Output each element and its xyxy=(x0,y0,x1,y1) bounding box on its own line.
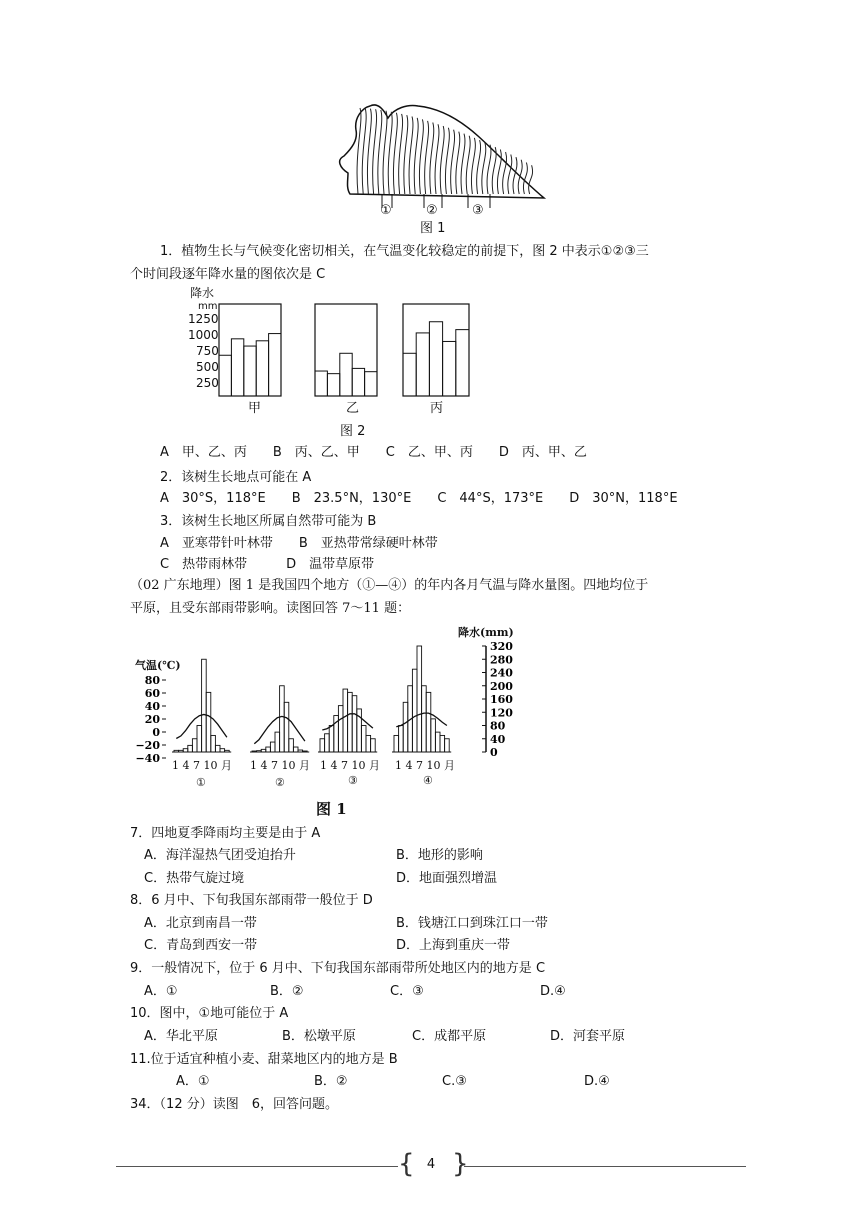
precip-bar xyxy=(431,719,436,752)
fig2-tick-500: 500 xyxy=(196,360,219,374)
fig2-label-jia: 甲 xyxy=(248,401,262,416)
fig2-bar xyxy=(219,355,231,396)
tree-ring-line xyxy=(425,121,429,194)
fig2-bar xyxy=(315,371,327,396)
tree-ring-line xyxy=(508,155,512,194)
fig2-bar xyxy=(416,333,429,396)
precip-bar xyxy=(215,745,220,752)
precip-bar xyxy=(361,726,366,753)
precip-bar xyxy=(440,735,445,752)
q7-option-b: B．地形的影响 xyxy=(396,848,483,863)
tree-ring-line xyxy=(482,142,486,194)
tree-marker-1: ① xyxy=(380,203,392,218)
precip-tick-label: 320 xyxy=(490,640,513,653)
precip-bar xyxy=(366,735,371,752)
tree-ring-line xyxy=(487,145,491,194)
tree-ring-line xyxy=(378,110,382,194)
q2-stem: 2．该树生长地点可能在 A xyxy=(160,470,312,485)
tree-marker-3: ③ xyxy=(472,203,484,218)
q11-option-d: D.④ xyxy=(584,1074,610,1089)
fig2-tick-1250: 1250 xyxy=(188,312,219,326)
q11-stem: 11.位于适宜种植小麦、甜菜地区内的地方是 B xyxy=(130,1052,398,1067)
fig2-bar xyxy=(403,353,416,396)
q7-option-a: A．海洋湿热气团受迫抬升 xyxy=(144,848,296,863)
q9-stem: 9．一般情况下，位于 6 月中、下旬我国东部雨带所处地区内的地方是 C xyxy=(130,961,546,976)
fig2-label-yi: 乙 xyxy=(346,401,360,416)
precip-tick-label: 160 xyxy=(490,693,513,706)
precip-bar xyxy=(293,747,298,752)
tree-ring-line xyxy=(419,119,423,194)
temp-tick-label: 20 xyxy=(144,713,160,726)
q8-option-c: C．青岛到西安一带 xyxy=(144,938,258,953)
climate-precip-label: 降水(mm) xyxy=(458,626,514,639)
q11-option-b: B．② xyxy=(314,1074,348,1089)
precip-tick-label: 120 xyxy=(490,706,513,720)
q7-option-c: C．热带气旋过境 xyxy=(144,871,245,886)
precip-tick-label: 80 xyxy=(490,719,506,733)
precip-bar xyxy=(270,742,275,752)
fig2-ylabel-unit: mm xyxy=(198,301,218,312)
q8-option-b: B．钱塘江口到珠江口一带 xyxy=(396,916,548,931)
q11-option-a: A．① xyxy=(176,1074,210,1089)
precip-bar xyxy=(422,686,427,752)
tree-ring-line xyxy=(383,111,387,194)
precip-tick-label: 200 xyxy=(490,679,513,693)
q9-option-b: B．② xyxy=(270,984,304,999)
precip-bar xyxy=(329,726,334,753)
temp-tick-label: 60 xyxy=(144,687,160,700)
tree-ring-line xyxy=(451,130,455,194)
q10-stem: 10．图中，①地可能位于 A xyxy=(130,1006,289,1021)
month-labels-2: 1 4 7 10 月 xyxy=(250,759,310,772)
precip-tick-label: 240 xyxy=(490,666,513,680)
q1-stem-line1: 1．植物生长与气候变化密切相关，在气温变化较稳定的前提下，图 2 中表示①②③三 xyxy=(160,244,649,259)
figure-2-caption: 图 2 xyxy=(340,424,366,439)
precip-bar xyxy=(325,734,330,752)
precip-bar xyxy=(284,702,289,752)
fig2-bar xyxy=(429,322,442,396)
q3-stem: 3．该树生长地区所属自然带可能为 B xyxy=(160,514,377,529)
fig2-ylabel: 降水 xyxy=(190,286,215,300)
q9-option-d: D.④ xyxy=(540,984,566,999)
tree-ring-line xyxy=(373,109,377,194)
station-label-2: ② xyxy=(275,776,285,789)
tree-ring-line xyxy=(399,114,403,194)
q8-stem: 8．6 月中、下旬我国东部雨带一般位于 D xyxy=(130,893,373,908)
q1-stem-line2: 个时间段逐年降水量的图依次是 C xyxy=(130,267,326,282)
precip-bar xyxy=(426,692,431,752)
precip-tick-label: 0 xyxy=(490,746,498,759)
panel-frame-bing xyxy=(403,304,469,396)
intro-line1: （02 广东地理）图 1 是我国四个地方（①—④）的年内各月气温与降水量图。四地均位于 xyxy=(130,578,649,593)
fig2-label-bing: 丙 xyxy=(430,401,444,416)
precip-bar xyxy=(348,692,353,752)
footer-brace-left: { xyxy=(398,1149,415,1179)
tree-ring-line xyxy=(362,108,366,194)
precip-bar xyxy=(206,692,211,752)
figure-1-caption: 图 1 xyxy=(420,221,446,236)
fig2-tick-750: 750 xyxy=(196,344,219,358)
precip-bar xyxy=(289,739,294,752)
q1-options: A 甲、乙、丙 B 丙、乙、甲 C 乙、甲、丙 D 丙、甲、乙 xyxy=(160,445,587,460)
month-labels-1: 1 4 7 10 月 xyxy=(172,759,232,772)
precip-bar xyxy=(403,702,408,752)
precip-tick-label: 40 xyxy=(490,732,506,746)
precip-bar xyxy=(266,747,271,752)
q10-option-d: D．河套平原 xyxy=(550,1029,626,1044)
intro-line2: 平原，且受东部雨带影响。读图回答 7～11 题： xyxy=(130,601,411,616)
station-label-1: ① xyxy=(196,776,206,789)
tree-ring-line xyxy=(466,136,470,194)
precip-bar xyxy=(445,739,450,752)
fig2-bar xyxy=(269,334,281,396)
tree-ring-line xyxy=(435,124,439,194)
tree-ring-line xyxy=(357,108,361,194)
fig2-bar xyxy=(340,353,352,396)
footer-rule-left xyxy=(116,1166,398,1167)
tree-ring-line xyxy=(471,138,475,194)
tree-ring-line xyxy=(404,115,408,194)
tree-ring-line xyxy=(393,113,397,194)
precip-bar xyxy=(202,659,207,752)
station-label-3: ③ xyxy=(348,774,358,787)
precip-bar xyxy=(412,669,417,752)
temp-tick-label: 80 xyxy=(144,674,160,687)
fig2-bar xyxy=(244,346,256,396)
precip-bar xyxy=(371,739,376,752)
precip-bar xyxy=(343,689,348,752)
q7-option-d: D．地面强烈增温 xyxy=(396,871,498,886)
precip-bar xyxy=(399,726,404,753)
q9-option-a: A．① xyxy=(144,984,178,999)
q10-option-c: C．成都平原 xyxy=(412,1029,487,1044)
panel-frame-jia xyxy=(219,304,281,396)
q7-stem: 7．四地夏季降雨均主要是由于 A xyxy=(130,826,321,841)
precip-bar xyxy=(394,735,399,752)
tree-ring-line xyxy=(503,152,507,194)
tree-ring-line xyxy=(529,165,533,194)
tree-ring-line xyxy=(367,109,371,194)
climate-charts xyxy=(130,640,530,800)
q11-option-c: C.③ xyxy=(442,1074,467,1089)
precip-bar xyxy=(197,726,202,753)
tree-ring-line xyxy=(492,147,496,194)
climate-figure-caption: 图 1 xyxy=(316,800,347,818)
tree-ring-line xyxy=(409,116,413,194)
fig2-bar xyxy=(365,372,377,396)
tree-ring-figure xyxy=(318,98,548,218)
tree-ring-drawing xyxy=(318,98,548,218)
fig2-bar xyxy=(256,341,268,396)
q10-option-b: B．松墩平原 xyxy=(282,1029,356,1044)
tree-ring-line xyxy=(388,112,392,194)
station-label-4: ④ xyxy=(423,774,433,787)
footer-rule-right xyxy=(464,1166,746,1167)
precip-bar xyxy=(320,739,325,752)
precip-bar xyxy=(352,696,357,752)
precip-bar xyxy=(280,686,285,752)
fig2-bar xyxy=(231,339,243,396)
precip-bar xyxy=(275,732,280,752)
q10-option-a: A．华北平原 xyxy=(144,1029,218,1044)
fig2-tick-250: 250 xyxy=(196,376,219,390)
fig2-bar-charts xyxy=(215,300,475,400)
precip-tick-label: 280 xyxy=(490,653,513,667)
fig2-tick-1000: 1000 xyxy=(188,328,219,342)
month-labels-3: 1 4 7 10 月 xyxy=(320,759,380,772)
q34-stem: 34．（12 分）读图 6，回答问题。 xyxy=(130,1097,338,1112)
tree-ring-line xyxy=(445,128,449,194)
temp-tick-label: 0 xyxy=(152,726,160,739)
fig2-bar xyxy=(352,368,364,396)
temp-tick-label: −20 xyxy=(135,739,160,752)
q2-options: A 30°S，118°E B 23.5°N，130°E C 44°S，173°E D 30°N，118°E xyxy=(160,491,678,506)
tree-ring-line xyxy=(461,134,465,194)
precip-bar xyxy=(211,735,216,752)
tree-ring-line xyxy=(430,123,434,194)
precip-bar xyxy=(188,745,193,752)
tree-ring-line xyxy=(414,118,418,194)
tree-ring-line xyxy=(456,132,460,194)
tree-ring-line xyxy=(440,126,444,194)
tree-ring-line xyxy=(523,162,527,194)
q9-option-c: C．③ xyxy=(390,984,424,999)
temp-tick-label: −40 xyxy=(135,752,160,765)
page-number: 4 xyxy=(426,1157,436,1172)
precip-bar xyxy=(435,732,440,752)
tree-ring-line xyxy=(513,157,517,194)
tree-marker-2: ② xyxy=(426,203,438,218)
q3-options-row1: A 亚寒带针叶林带 B 亚热带常绿硬叶林带 xyxy=(160,536,438,551)
precip-bar xyxy=(417,646,422,752)
climate-temp-label: 气温(℃) xyxy=(135,659,181,672)
fig2-bar xyxy=(443,341,456,396)
footer-brace-right: } xyxy=(452,1149,469,1179)
month-labels-4: 1 4 7 10 月 xyxy=(395,759,455,772)
q8-option-d: D．上海到重庆一带 xyxy=(396,938,511,953)
tree-ring-line xyxy=(477,140,481,194)
precip-bar xyxy=(338,706,343,752)
precip-bar xyxy=(192,739,197,752)
q8-option-a: A．北京到南昌一带 xyxy=(144,916,257,931)
panel-frame-yi xyxy=(315,304,377,396)
temp-tick-label: 40 xyxy=(144,700,160,713)
fig2-bar xyxy=(327,374,339,396)
fig2-bar xyxy=(456,330,469,396)
q3-options-row2: C 热带雨林带 D 温带草原带 xyxy=(160,557,375,572)
